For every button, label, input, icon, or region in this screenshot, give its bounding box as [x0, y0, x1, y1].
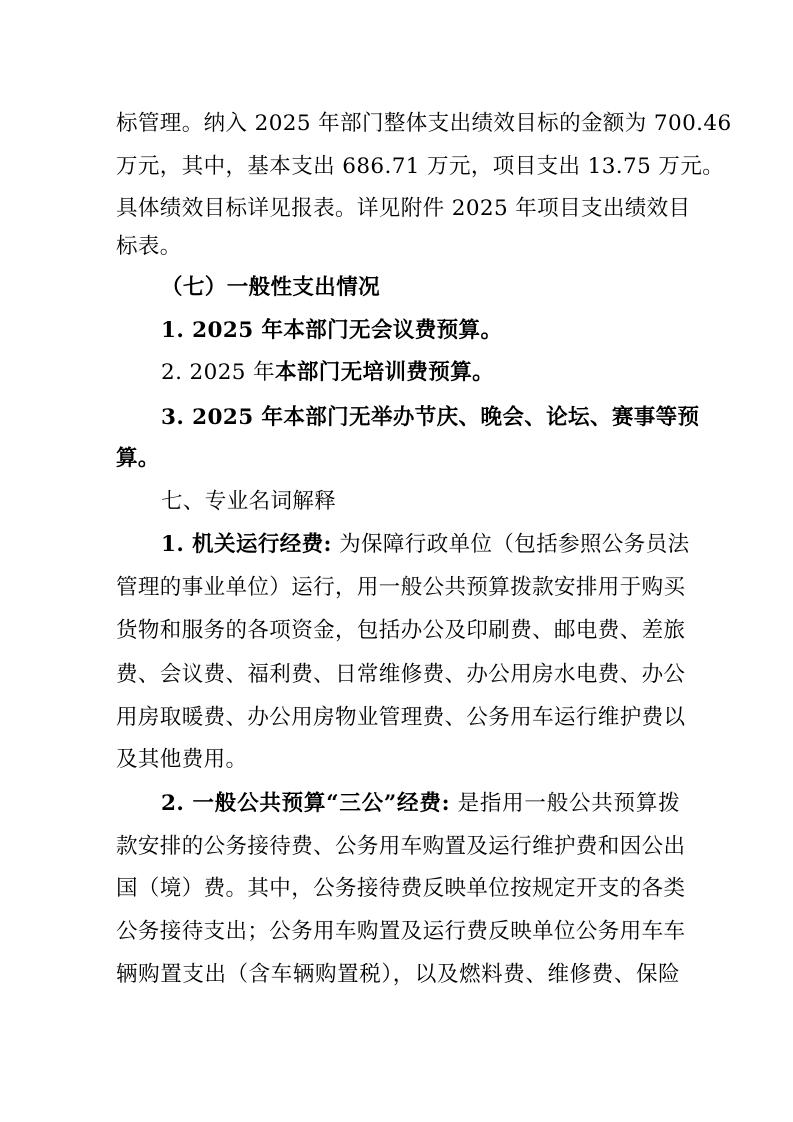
paragraph-line: 货物和服务的各项资金，包括办公及印刷费、邮电费、差旅: [116, 618, 686, 643]
paragraph-line: 具体绩效目标详见报表。详见附件 2025 年项目支出绩效目: [116, 196, 691, 221]
list-item: [161, 358, 680, 388]
glossary-term: [161, 530, 690, 560]
list-item-prefix: 2. 2025 年: [161, 360, 275, 385]
term-label: 2. 一般公共预算“三公”经费:: [161, 791, 450, 816]
paragraph-line: 标管理。纳入 2025 年部门整体支出绩效目标的金额为 700.46: [116, 111, 732, 136]
list-item-continuation: 算。: [116, 446, 160, 471]
paragraph-line: 公务接待支出；公务用车购置及运行费反映单位公务用车车: [116, 919, 686, 944]
list-item-text: 本部门无培训费预算。: [275, 360, 495, 385]
term-text: 为保障行政单位（包括参照公务员法: [339, 532, 690, 557]
paragraph-line: 款安排的公务接待费、公务用车购置及运行维护费和因公出: [116, 834, 686, 859]
section-heading: （七）一般性支出情况: [161, 275, 381, 300]
paragraph-line: 万元，其中，基本支出 686.71 万元，项目支出 13.75 万元。: [116, 154, 725, 179]
paragraph-line: 费、会议费、福利费、日常维修费、办公用房水电费、办公: [116, 662, 686, 687]
paragraph-line: 辆购置支出（含车辆购置税），以及燃料费、维修费、保险: [116, 962, 680, 987]
paragraph-line: 国（境）费。其中，公务接待费反映单位按规定开支的各类: [116, 876, 686, 901]
paragraph-line: 及其他费用。: [116, 747, 248, 772]
term-label: 1. 机关运行经费:: [161, 532, 332, 557]
paragraph-line: 管理的事业单位）运行，用一般公共预算拨款安排用于购买: [116, 575, 686, 600]
list-item: 3. 2025 年本部门无举办节庆、晚会、论坛、赛事等预: [161, 405, 700, 430]
term-text: 是指用一般公共预算拨: [457, 791, 680, 816]
glossary-term: [161, 789, 680, 819]
glossary-heading: 七、专业名词解释: [161, 489, 337, 514]
list-item: 1. 2025 年本部门无会议费预算。: [161, 318, 503, 343]
paragraph-line: 标表。: [116, 234, 182, 259]
paragraph-line: 用房取暖费、办公用房物业管理费、公务用车运行维护费以: [116, 705, 686, 730]
